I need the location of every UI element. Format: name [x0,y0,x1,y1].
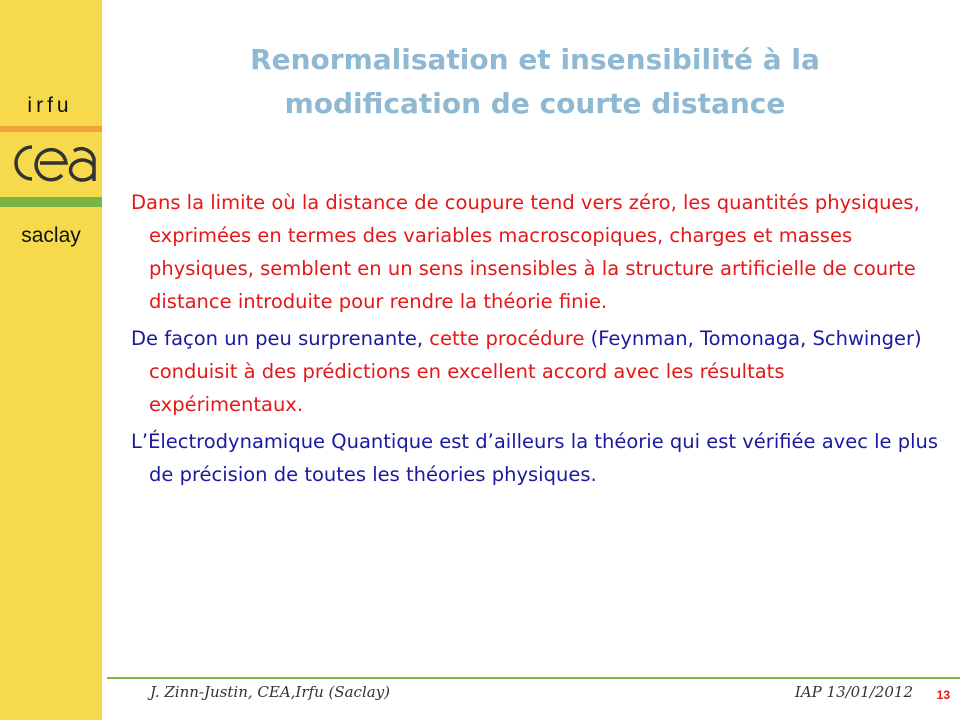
text-run: cette procédure [429,327,591,350]
footer-divider [107,677,960,679]
irfu-label: irfu [27,94,73,117]
orange-divider [0,126,102,132]
text-run: Dans la limite où la distance de coupure tend vers zéro, les quantités physiques, exprimées en termes des variables macroscopiques, charges et masses physiques, semblent en un sens insensibles à la structure artificielle de courte distance introduite pour rendre la théorie finie. [131,191,920,313]
paragraph-2 [131,322,941,421]
saclay-label: saclay [21,224,81,247]
slide-body [131,186,941,495]
svg-text:cea: cea [50,188,52,189]
title-line-1: Renormalisation et insensibilité à la [250,43,820,76]
footer-event: IAP 13/01/2012 [794,683,913,701]
cea-logo [4,137,98,189]
footer-author: J. Zinn-Justin, CEA,Irfu (Saclay) [150,683,391,701]
text-run: (Feynman, Tomonaga, Schwinger) [590,327,922,350]
paragraph-1 [131,186,941,318]
page-number: 13 [936,688,950,702]
text-run: De façon un peu surprenante, [131,327,430,350]
title-line-2: modification de courte distance [284,87,786,120]
text-run: conduisit à des prédictions en excellent accord avec les résultats expérimentaux. [149,360,785,416]
text-run: L’Électrodynamique Quantique est d’ailleurs la théorie qui est vérifiée avec le plus de précision de toutes les théories physiques. [131,430,939,486]
slide-title [190,38,880,126]
sidebar [0,0,102,720]
green-divider [0,197,102,207]
paragraph-3 [131,425,941,491]
